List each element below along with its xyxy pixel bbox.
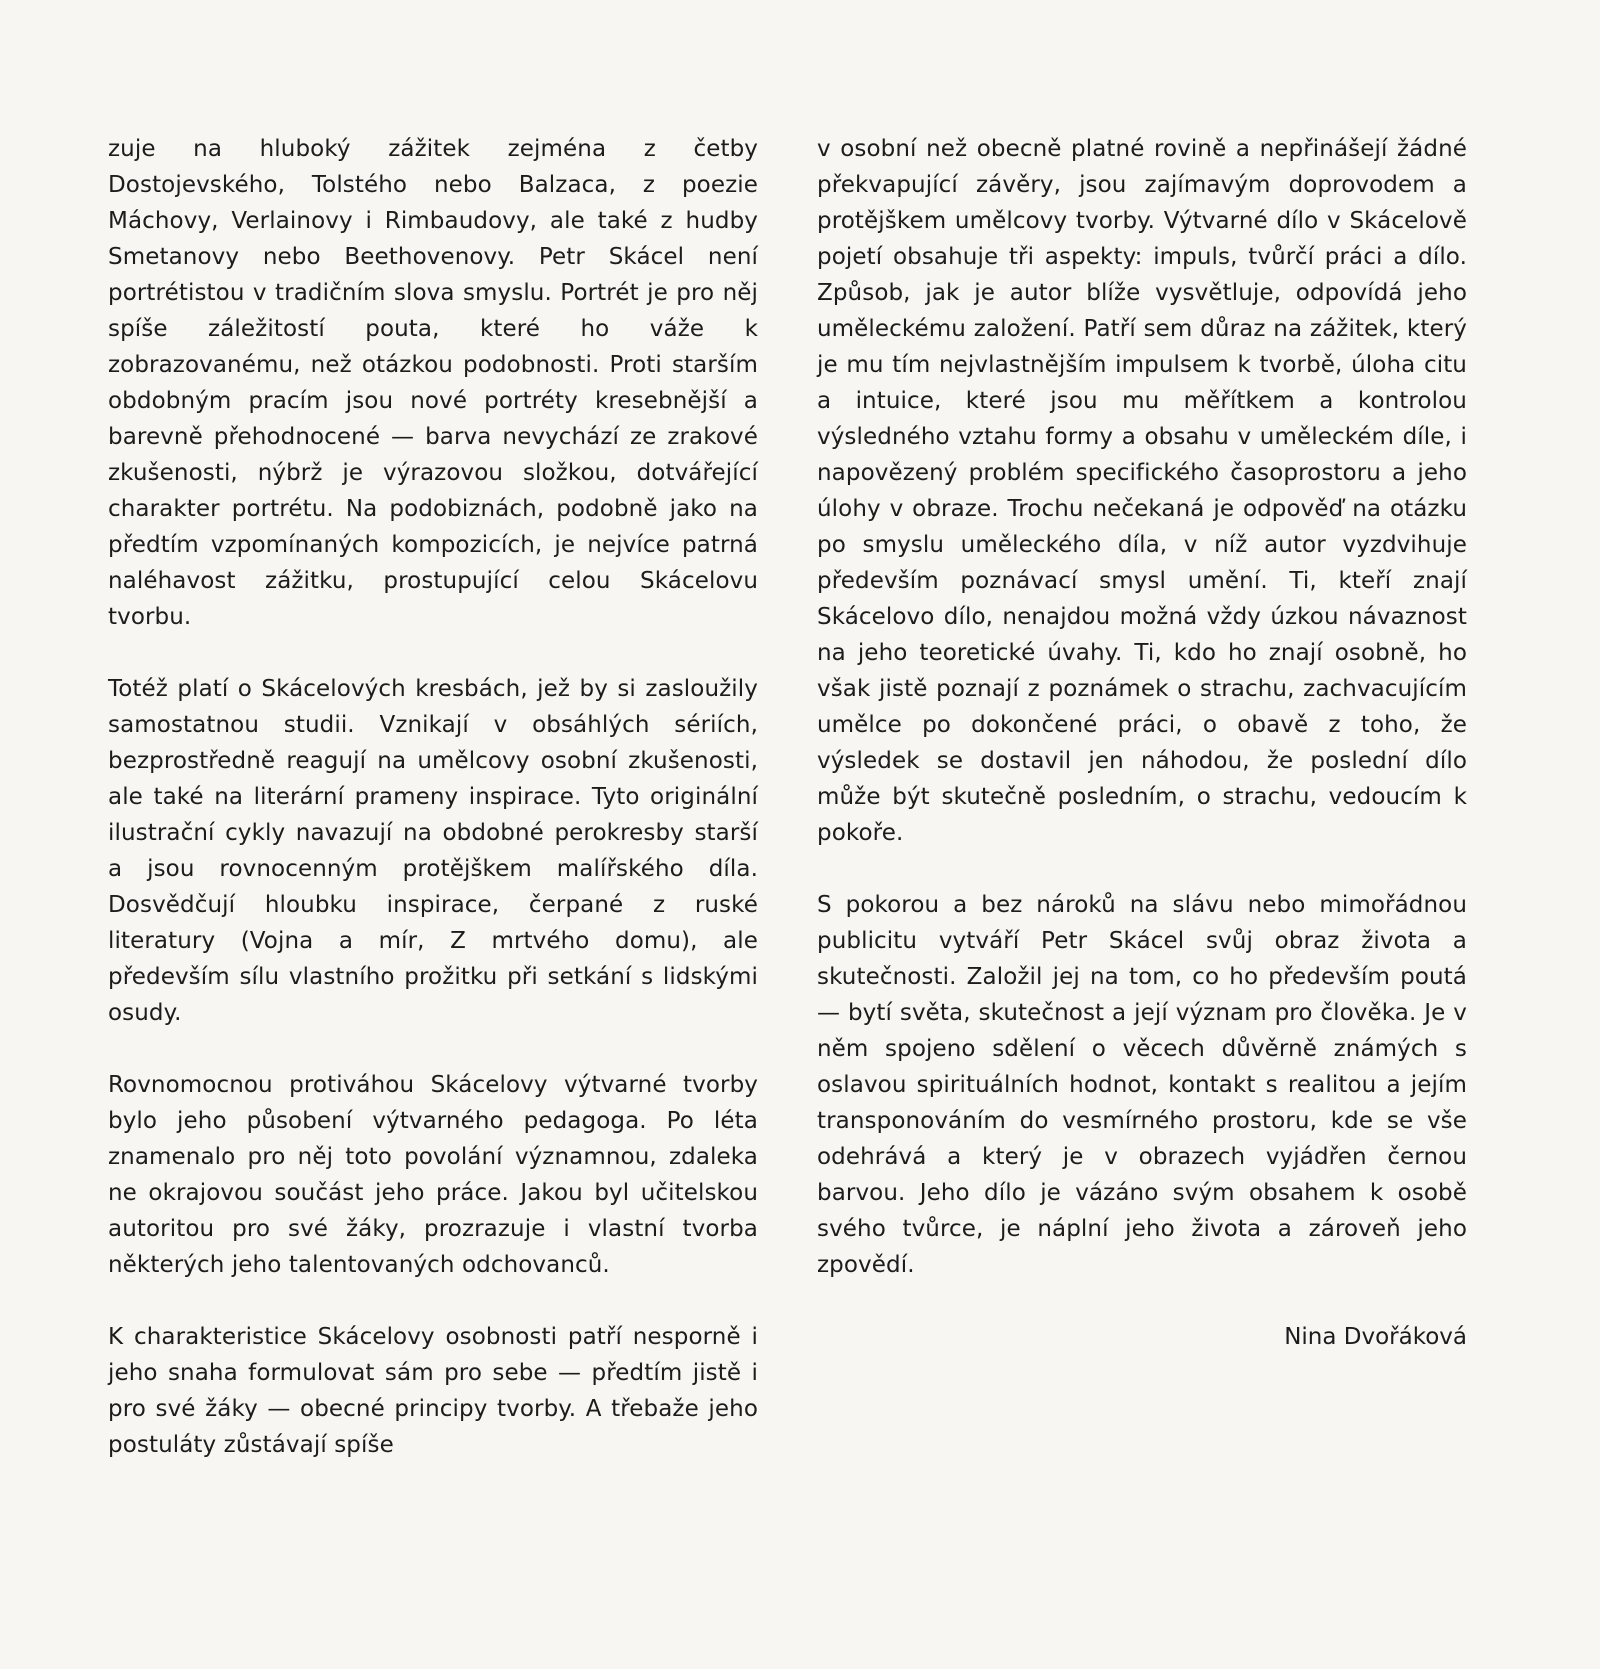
- right-column: [817, 131, 1467, 1355]
- paragraph-left-3: Rovnomocnou protiváhou Skácelovy výtvarné tvorby bylo jeho působení výtvarného pedagoga. Po léta znamenalo pro něj toto povolání významnou, zdaleka ne okrajovou součást jeho práce. Jakou byl učitelskou autoritou pro své žáky, prozrazuje i vlastní tvorba některých jeho talentovaných odchovanců.: [108, 1072, 758, 1278]
- paragraph-left-4: K charakteristice Skácelovy osobnosti patří nesporně i jeho snaha formulovat sám pro sebe — předtím jistě i pro své žáky — obecné principy tvorby. A třebaže jeho postuláty zůstávají spíše: [108, 1324, 758, 1458]
- left-column: [108, 131, 758, 1463]
- author-signature: Nina Dvořáková: [1284, 1324, 1467, 1350]
- paragraph-right-2: S pokorou a bez nároků na slávu nebo mimořádnou publicitu vytváří Petr Skácel svůj obraz života a skutečnosti. Založil jej na tom, co ho především poutá — bytí světa, skutečnost a její význam pro člověka. Je v něm spojeno sdělení o věcech důvěrně známých s oslavou spirituálních hodnot, kontakt s realitou a jejím transponováním do vesmírného prostoru, kde se vše odehrává a který je v obrazech vyjádřen černou barvou. Jeho dílo je vázáno svým obsahem k osobě svého tvůrce, je náplní jeho života a zároveň jeho zpovědí.: [817, 892, 1467, 1278]
- paragraph-left-2: Totéž platí o Skácelových kresbách, jež by si zasloužily samostatnou studii. Vznikají v obsáhlých sériích, bezprostředně reagují na umělcovy osobní zkušenosti, ale také na literární prameny inspirace. Tyto originální ilustrační cykly navazují na obdobné perokresby starší a jsou rovnocenným protějškem malířského díla. Dosvědčují hloubku inspirace, čerpané z ruské literatury (Vojna a mír, Z mrtvého domu), ale především sílu vlastního prožitku při setkání s lidskými osudy.: [108, 676, 758, 1026]
- paragraph-left-1: zuje na hluboký zážitek zejména z četby Dostojevského, Tolstého nebo Balzaca, z poezie Máchovy, Verlainovy i Rimbaudovy, ale také z hudby Smetanovy nebo Beethovenovy. Petr Skácel není portrétistou v tradičním slova smyslu. Portrét je pro něj spíše záležitostí pouta, které ho váže k zobrazovanému, než otázkou podobnosti. Proti starším obdobným pracím jsou nové portréty kresebnější a barevně přehodnocené — barva nevychází ze zrakové zkušenosti, nýbrž je výrazovou složkou, dotvářející charakter portrétu. Na podobiznách, podobně jako na předtím vzpomínaných kompozicích, je nejvíce patrná naléhavost zážitku, prostupující celou Skácelovu tvorbu.: [108, 136, 758, 630]
- paragraph-right-1: v osobní než obecně platné rovině a nepřinášejí žádné překvapující závěry, jsou zajímavým doprovodem a protějškem umělcovy tvorby. Výtvarné dílo v Skácelově pojetí obsahuje tři aspekty: impuls, tvůrčí práci a dílo. Způsob, jak je autor blíže vysvětluje, odpovídá jeho uměleckému založení. Patří sem důraz na zážitek, který je mu tím nejvlastnějším impulsem k tvorbě, úloha citu a intuice, které jsou mu měřítkem a kontrolou výsledného vztahu formy a obsahu v uměleckém díle, i napovězený problém specifického časoprostoru a jeho úlohy v obraze. Trochu nečekaná je odpověď na otázku po smyslu uměleckého díla, v níž autor vyzdvihuje především poznávací smysl umění. Ti, kteří znají Skácelovo dílo, nenajdou možná vždy úzkou návaznost na jeho teoretické úvahy. Ti, kdo ho znají osobně, ho však jistě poznají z poznámek o strachu, zachvacujícím umělce po dokončené práci, o obavě z toho, že výsledek se dostavil jen náhodou, že poslední dílo může být skutečně posledním, o strachu, vedoucím k pokoře.: [817, 136, 1467, 846]
